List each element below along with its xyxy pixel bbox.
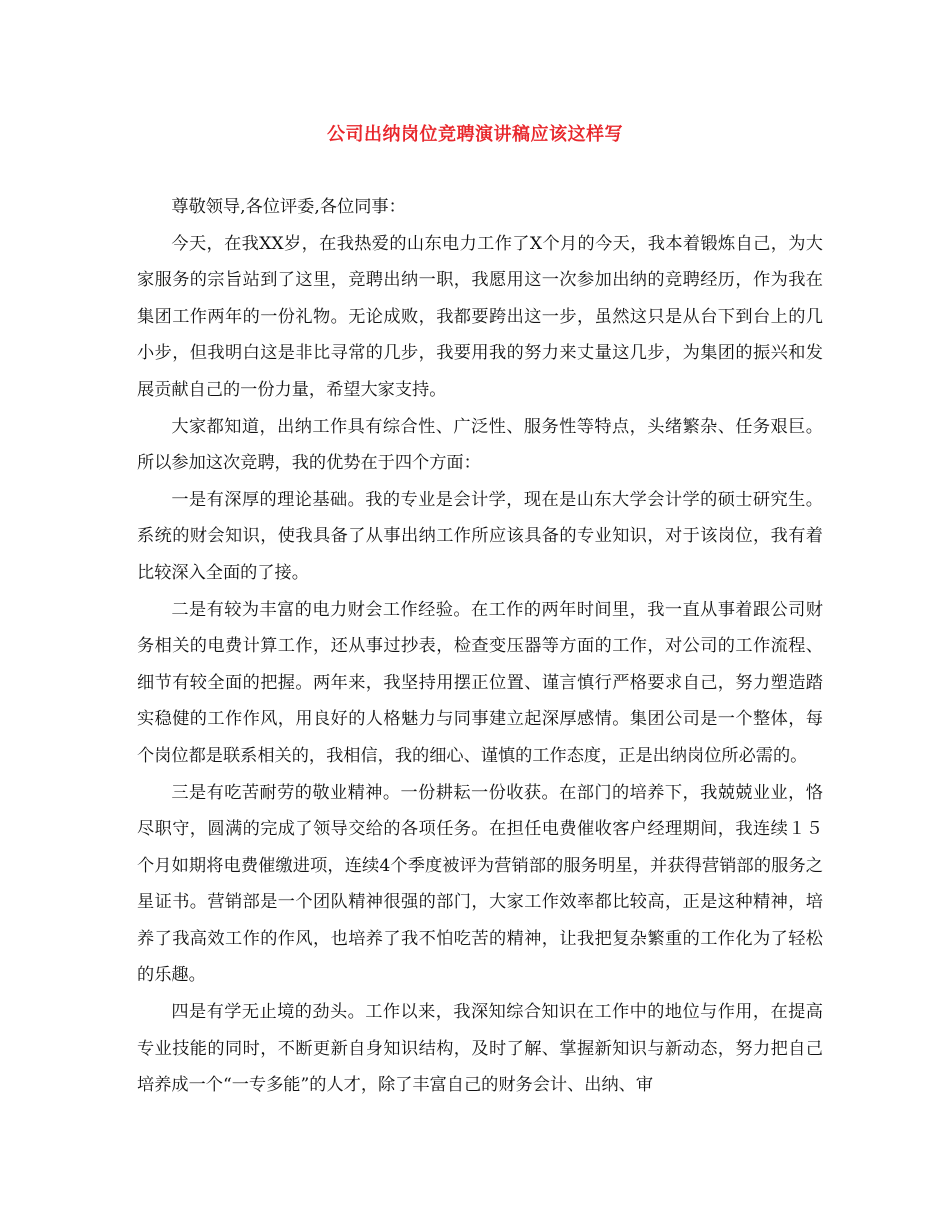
paragraph-overview: 大家都知道，出纳工作具有综合性、广泛性、服务性等特点，头绪繁杂、任务艰巨。所以参加这次竞聘，我的优势在于四个方面： <box>137 416 823 474</box>
paragraph-point-two: 二是有较为丰富的电力财会工作经验。在工作的两年时间里，我一直从事着跟公司财务相关的电费计算工作，还从事过抄表，检查变压器等方面的工作，对公司的工作流程、细节有较全面的把握。两年来，我坚持用摆正位置、谨言慎行严格要求自己，努力塑造踏实稳健的工作作风，用良好的人格魅力与同事建立起深厚感情。集团公司是一个整体，每个岗位都是联系相关的，我相信，我的细心、谨慎的工作态度，正是出纳岗位所必需的。 <box>137 599 823 766</box>
document-body <box>137 189 823 1104</box>
paragraph-point-one: 一是有深厚的理论基础。我的专业是会计学，现在是山东大学会计学的硕士研究生。系统的财会知识，使我具备了从事出纳工作所应该具备的专业知识，对于该岗位，我有着比较深入全面的了接。 <box>137 489 823 583</box>
paragraph-opening: 今天，在我XX岁，在我热爱的山东电力工作了X个月的今天，我本着锻炼自己，为大家服务的宗旨站到了这里，竞聘出纳一职，我愿用这一次参加出纳的竞聘经历，作为我在集团工作两年的一份礼物。无论成败，我都要跨出这一步，虽然这只是从台下到台上的几小步，但我明白这是非比寻常的几步，我要用我的努力来丈量这几步，为集团的振兴和发展贡献自己的一份力量，希望大家支持。 <box>137 233 823 400</box>
paragraph-point-three: 三是有吃苦耐劳的敬业精神。一份耕耘一份收获。在部门的培养下，我兢兢业业，恪尽职守，圆满的完成了领导交给的各项任务。在担任电费催收客户经理期间，我连续１５个月如期将电费催缴进项，连续4个季度被评为营销部的服务明星，并获得营销部的服务之星证书。营销部是一个团队精神很强的部门，大家工作效率都比较高，正是这种精神，培养了我高效工作的作风，也培养了我不怕吃苦的精神，让我把复杂繁重的工作化为了轻松的乐趣。 <box>137 782 823 986</box>
paragraph-salutation: 尊敬领导,各位评委,各位同事： <box>171 197 406 217</box>
paragraph-point-four: 四是有学无止境的劲头。工作以来，我深知综合知识在工作中的地位与作用，在提高专业技能的同时，不断更新自身知识结构，及时了解、掌握新知识与新动态，努力把自己培养成一个“一专多能”的人才，除了丰富自己的财务会计、出纳、审 <box>137 1002 823 1096</box>
document-title: 公司出纳岗位竞聘演讲稿应该这样写 <box>327 124 623 145</box>
